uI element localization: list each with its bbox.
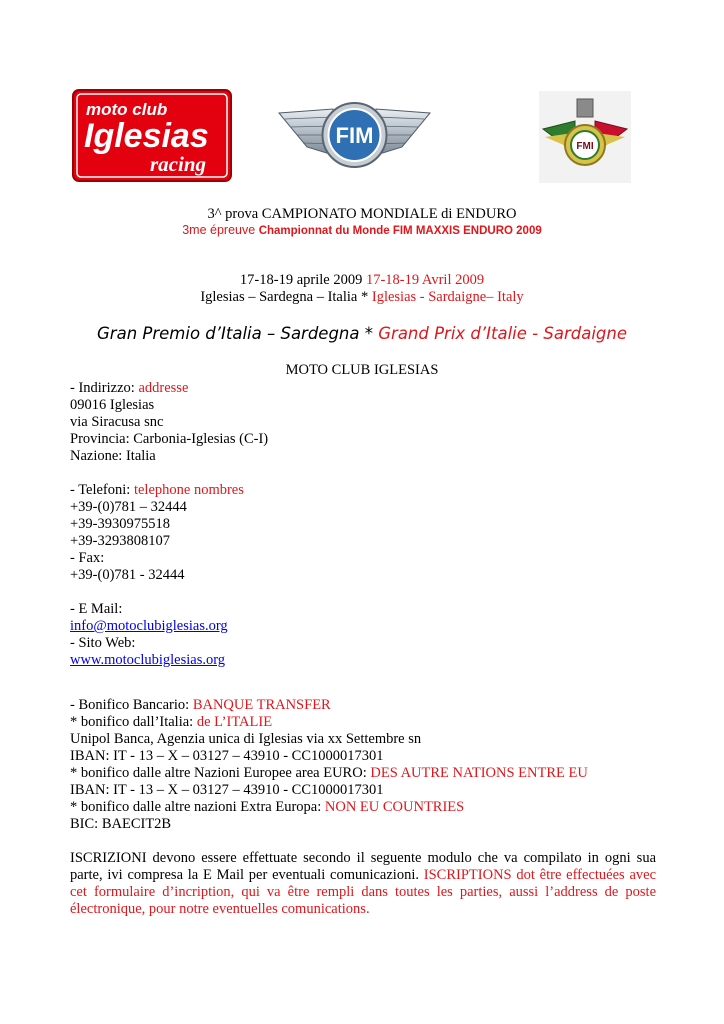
italy-transfer-label: * bonifico dall’Italia: <box>70 714 194 730</box>
dates-it: 17-18-19 aprile 2009 <box>239 272 363 288</box>
website-link[interactable]: www.motoclubiglesias.org <box>70 652 226 668</box>
eu-transfer-label: * bonifico dalle altre Nazioni Europee area EURO: <box>70 765 367 781</box>
logo-line-1: moto club <box>86 100 168 119</box>
bank-block <box>70 697 660 833</box>
registration-text-it: ISCRIZIONI devono essere effettuate secondo il seguente modulo che va compilato in ogni sua parte, ivi compresa la E Mail per eventuali comunicazioni. <box>70 850 656 883</box>
round-prefix-fr: 3me épreuve <box>182 223 256 237</box>
logo-line-2: Iglesias <box>84 117 209 155</box>
fax-number: +39-(0)781 - 32444 <box>70 567 185 583</box>
non-eu-transfer-row <box>70 799 660 816</box>
registration-text-fr: ISCRIPTIONS dot être effectuées avec cet formulaire d’incription, qui va être rempli dans toutes les parties, aussi l’address de poste électronique, pour notre eventuelles comunications. <box>70 867 656 917</box>
italy-transfer-row <box>70 714 660 731</box>
dates-line <box>0 272 724 289</box>
bank-label-row <box>70 697 660 714</box>
fax-label: - Fax: <box>70 550 105 566</box>
email-label: - E Mail: <box>70 601 123 617</box>
italy-transfer-fr: de L’ITALIE <box>196 714 273 730</box>
logo-line-3: racing <box>150 152 207 176</box>
place-it: Iglesias – Sardegna – Italia * <box>200 289 369 305</box>
event-round-line-fr <box>0 222 724 240</box>
contact-block <box>70 380 660 669</box>
grand-prix-it: Gran Premio d’Italia – Sardegna * <box>97 324 373 343</box>
address-label-fr: addresse <box>138 380 189 396</box>
dates-fr: 17-18-19 Avril 2009 <box>365 272 485 288</box>
address-label-row <box>70 380 660 397</box>
phone-label: - Telefoni: <box>70 482 131 498</box>
grand-prix-fr: Grand Prix d’Italie - Sardaigne <box>378 324 627 343</box>
phone-label-fr: telephone nombres <box>133 482 244 498</box>
phone-label-row <box>70 482 660 499</box>
bank-name: Unipol Banca, Agenzia unica di Iglesias via xx Settembre sn <box>70 731 422 747</box>
iban-eu: IBAN: IT - 13 – X – 03127 – 43910 - CC1000017301 <box>70 782 384 798</box>
bank-label: - Bonifico Bancario: <box>70 697 190 713</box>
eu-transfer-fr: DES AUTRE NATIONS ENTRE EU <box>370 765 588 781</box>
address-line: via Siracusa snc <box>70 414 164 430</box>
round-title-it: 3^ prova CAMPIONATO MONDIALE di ENDURO <box>207 206 517 222</box>
place-fr: Iglesias - Sardaigne– Italy <box>371 289 524 305</box>
web-label: - Sito Web: <box>70 635 136 651</box>
grand-prix-title <box>0 325 724 342</box>
event-round-line <box>0 206 724 223</box>
phone-number: +39-3930975518 <box>70 516 171 532</box>
address-line: 09016 Iglesias <box>70 397 155 413</box>
eu-transfer-row <box>70 765 660 782</box>
place-line <box>0 289 724 306</box>
email-link[interactable]: info@motoclubiglesias.org <box>70 618 228 634</box>
iban-italy: IBAN: IT - 13 – X – 03127 – 43910 - CC1000017301 <box>70 748 384 764</box>
non-eu-transfer-fr: NON EU COUNTRIES <box>324 799 465 815</box>
fim-logo-text: FIM <box>335 123 374 148</box>
moto-club-iglesias-logo <box>72 89 232 182</box>
registration-paragraph <box>70 850 656 918</box>
bic-code: BIC: BAECIT2B <box>70 816 172 832</box>
bank-label-fr: BANQUE TRANSFER <box>192 697 331 713</box>
fmi-logo-text: FMI <box>576 141 594 152</box>
fim-logo <box>277 95 432 175</box>
championship-title-fr: Championnat du Monde FIM MAXXIS ENDURO 2009 <box>258 225 542 237</box>
address-line: Nazione: Italia <box>70 448 156 464</box>
non-eu-transfer-label: * bonifico dalle altre nazioni Extra Europa: <box>70 799 322 815</box>
phone-number: +39-3293808107 <box>70 533 171 549</box>
fmi-logo <box>539 91 631 183</box>
club-name: MOTO CLUB IGLESIAS <box>285 362 439 378</box>
address-label: - Indirizzo: <box>70 380 135 396</box>
address-line: Provincia: Carbonia-Iglesias (C-I) <box>70 431 269 447</box>
phone-number: +39-(0)781 – 32444 <box>70 499 187 515</box>
